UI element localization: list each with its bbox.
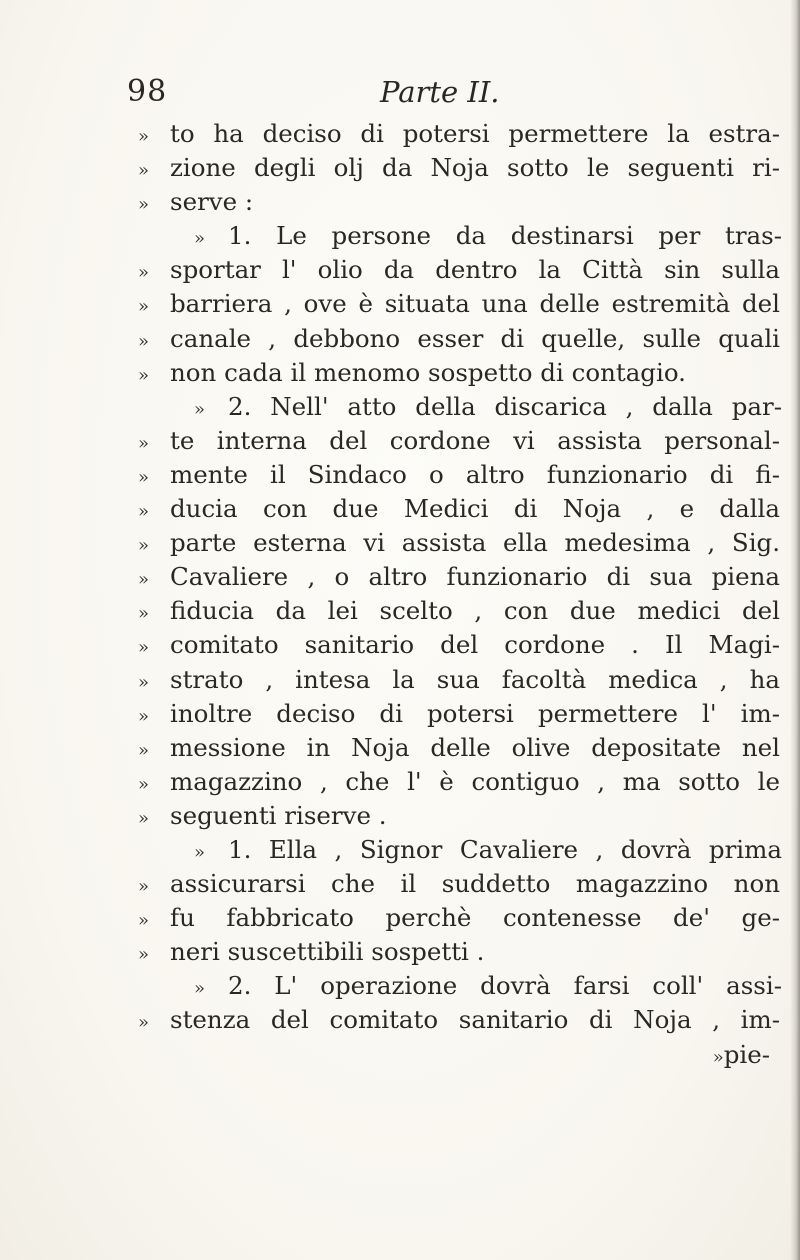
line-text: canale , debbono esser di quelle, sulle quali xyxy=(170,323,780,353)
text-line xyxy=(138,799,778,833)
text-line xyxy=(138,356,778,390)
line-text: seguenti riserve . xyxy=(170,800,387,830)
line-text: 1. Le persone da destinarsi per tras- xyxy=(228,221,782,251)
text-line xyxy=(138,492,778,526)
text-line xyxy=(138,253,778,287)
text-line xyxy=(138,185,778,219)
quote-mark: » xyxy=(138,910,150,932)
catchword-line xyxy=(138,1038,778,1072)
text-line xyxy=(138,594,778,628)
quote-mark: » xyxy=(194,841,206,863)
text-line xyxy=(138,765,778,799)
quote-mark: » xyxy=(138,432,150,454)
line-text: non cada il menomo sospetto di contagio. xyxy=(170,357,686,387)
line-text: serve : xyxy=(170,187,254,217)
text-line xyxy=(138,424,778,458)
line-text: messione in Noja delle olive depositate nel xyxy=(170,732,780,762)
quote-mark: » xyxy=(138,1012,150,1034)
quote-mark: » xyxy=(138,330,150,352)
line-text: inoltre deciso di potersi permettere l' im- xyxy=(170,698,780,728)
quote-mark: » xyxy=(138,876,150,898)
page-header xyxy=(0,72,800,112)
line-text: barriera , ove è situata una delle estremità del xyxy=(170,289,780,319)
text-line xyxy=(138,151,778,185)
line-text: zione degli olj da Noja sotto le seguenti ri- xyxy=(170,153,780,183)
quote-mark: » xyxy=(138,466,150,488)
line-text: 2. L' operazione dovrà farsi coll' assi- xyxy=(228,971,782,1001)
text-line xyxy=(138,526,778,560)
quote-mark: » xyxy=(194,978,206,1000)
text-line xyxy=(138,219,782,253)
quote-mark: » xyxy=(138,194,150,216)
line-text: neri suscettibili sospetti . xyxy=(170,937,485,967)
page-edge-shadow xyxy=(790,0,800,1260)
text-line xyxy=(138,935,778,969)
line-text: magazzino , che l' è contiguo , ma sotto le xyxy=(170,766,780,796)
text-line xyxy=(138,867,778,901)
text-line xyxy=(138,969,782,1003)
text-line xyxy=(138,322,778,356)
text-line xyxy=(138,697,778,731)
line-text: to ha deciso di potersi permettere la estra- xyxy=(170,119,780,148)
text-line xyxy=(138,390,782,424)
line-text: parte esterna vi assista ella medesima , Sig. xyxy=(170,528,780,558)
text-line xyxy=(138,833,782,867)
quote-mark: » xyxy=(138,364,150,386)
line-text: 2. Nell' atto della discarica , dalla par- xyxy=(228,391,782,421)
text-line xyxy=(138,731,778,765)
quote-mark: » xyxy=(138,637,150,659)
quote-mark: » xyxy=(138,705,150,727)
quote-mark: » xyxy=(712,1046,724,1068)
line-text: te interna del cordone vi assista personal- xyxy=(170,425,780,455)
line-text: mente il Sindaco o altro funzionario di fi- xyxy=(170,459,780,489)
quote-mark: » xyxy=(138,773,150,795)
text-line xyxy=(138,1003,778,1037)
line-text: assicurarsi che il suddetto magazzino non xyxy=(170,869,780,899)
body-text xyxy=(138,117,782,1072)
quote-mark: » xyxy=(138,671,150,693)
quote-mark: » xyxy=(138,807,150,829)
quote-mark: » xyxy=(138,535,150,557)
line-text: strato , intesa la sua facoltà medica , ha xyxy=(170,664,780,694)
line-text: Cavaliere , o altro funzionario di sua piena xyxy=(170,562,780,592)
quote-mark: » xyxy=(138,160,150,182)
text-line xyxy=(138,901,778,935)
quote-mark: » xyxy=(138,126,150,147)
quote-mark: » xyxy=(194,228,206,250)
running-head: Parte II. xyxy=(380,75,500,109)
line-text: stenza del comitato sanitario di Noja , im- xyxy=(170,1005,780,1035)
line-text: fu fabbricato perchè contenesse de' ge- xyxy=(170,903,780,933)
text-line xyxy=(138,458,778,492)
text-line xyxy=(138,117,778,151)
quote-mark: » xyxy=(138,739,150,761)
text-line xyxy=(138,287,778,321)
line-text: sportar l' olio da dentro la Città sin sulla xyxy=(170,255,780,285)
page-number: 98 xyxy=(127,74,168,109)
quote-mark: » xyxy=(138,603,150,625)
quote-mark: » xyxy=(138,501,150,523)
quote-mark: » xyxy=(138,944,150,966)
quote-mark: » xyxy=(138,569,150,591)
catchword: pie- xyxy=(723,1039,770,1069)
quote-mark: » xyxy=(138,296,150,318)
text-line xyxy=(138,663,778,697)
line-text: comitato sanitario del cordone . Il Magi- xyxy=(170,630,780,660)
text-line xyxy=(138,560,778,594)
text-line xyxy=(138,628,778,662)
line-text: ducia con due Medici di Noja , e dalla xyxy=(170,494,780,524)
line-text: 1. Ella , Signor Cavaliere , dovrà prima xyxy=(228,834,782,864)
quote-mark: » xyxy=(138,262,150,284)
quote-mark: » xyxy=(194,398,206,420)
line-text: fiducia da lei scelto , con due medici del xyxy=(170,596,780,626)
